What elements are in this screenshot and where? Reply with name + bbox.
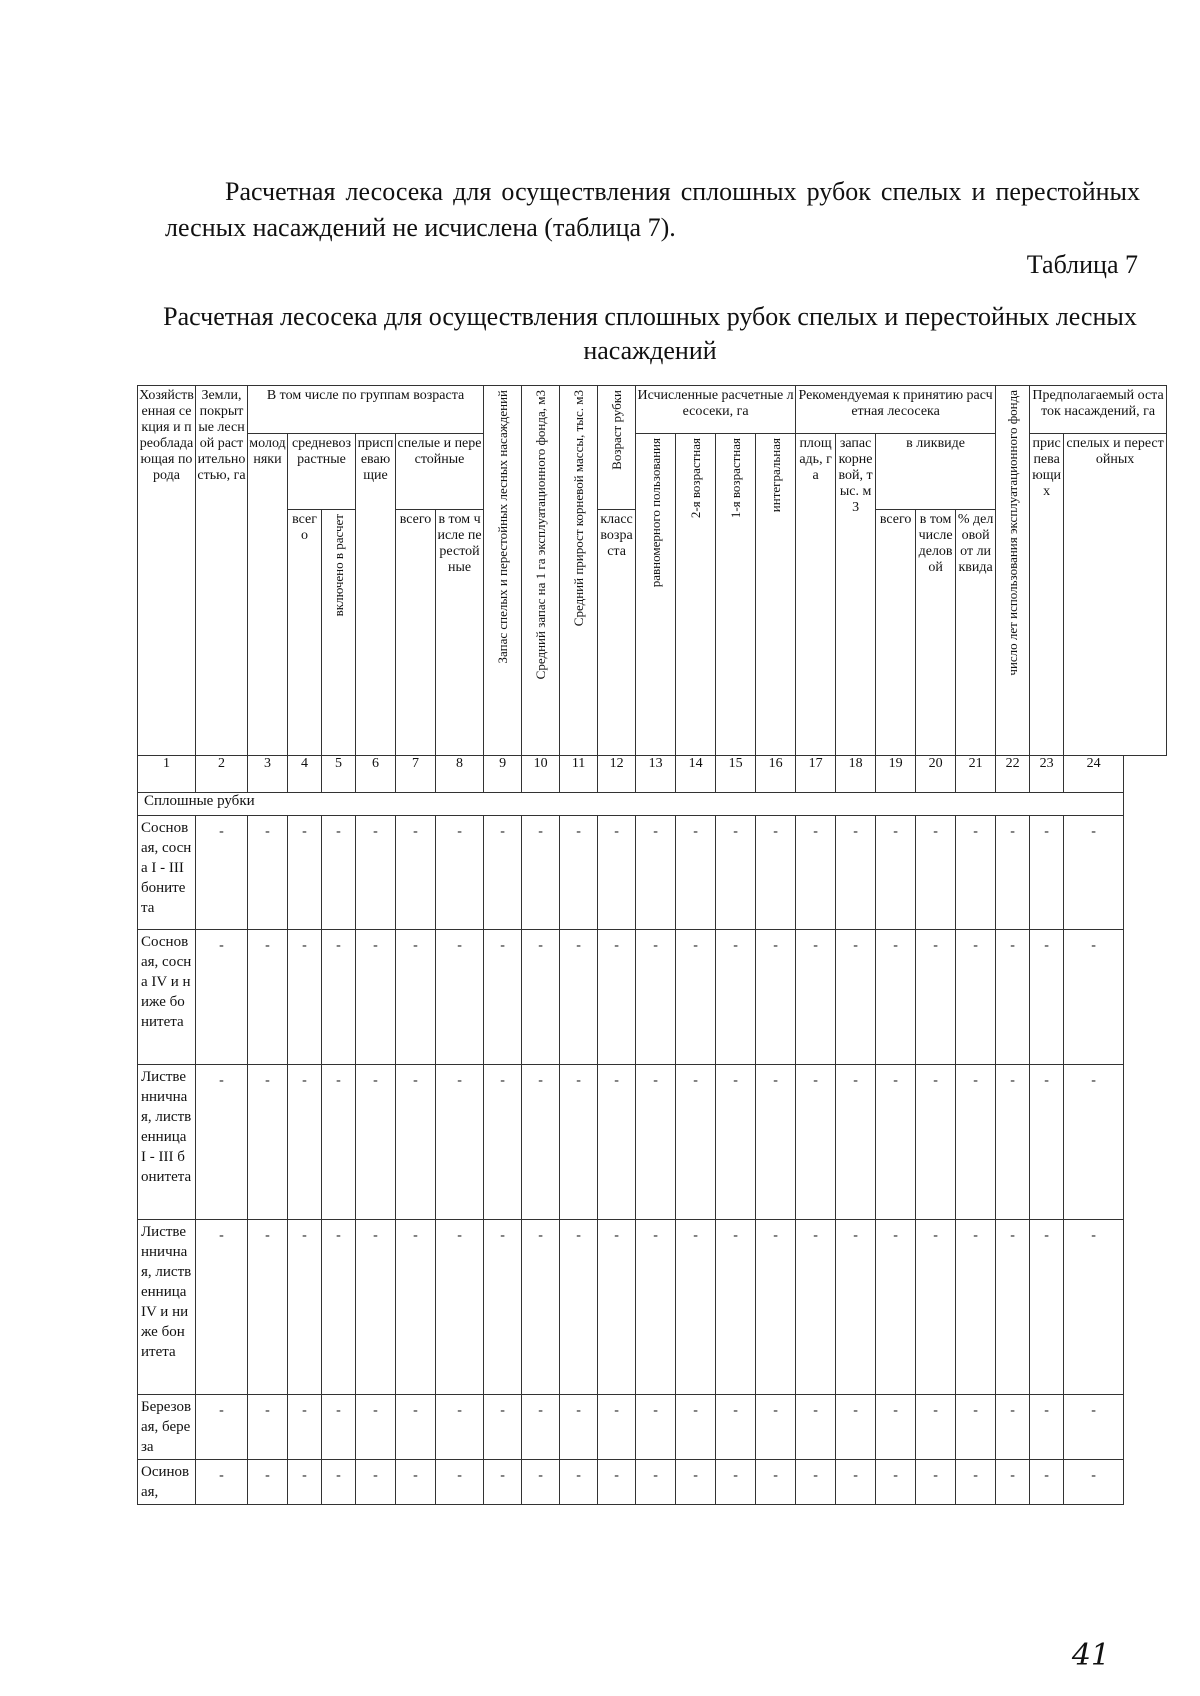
table-cell: - [288,1220,322,1395]
header-recommended: Рекомендуемая к принятию расчетная лесосека [796,386,996,434]
column-number: 20 [916,756,956,793]
table-cell: - [322,1395,356,1460]
table-cell: - [916,1220,956,1395]
table-cell: - [484,930,522,1065]
table-row [138,816,1167,930]
table-row [138,1220,1167,1395]
header-calc-1age: 1-я возрастная [716,434,756,756]
table-cell: - [916,930,956,1065]
table-cell: - [322,1220,356,1395]
table-cell: - [560,1065,598,1220]
table-cell: - [636,816,676,930]
forest-table [137,385,1167,1505]
table-cell: - [1030,1065,1064,1220]
header-middle: средневозрастные [288,434,356,510]
table-caption: Расчетная лесосека для осуществления сплошных рубок спелых и перестойных лесных насаждений [163,302,1137,365]
column-number: 13 [636,756,676,793]
header-avg-stock: Средний запас на 1 га эксплуатационного фонда, м3 [522,386,560,756]
table-cell: - [876,816,916,930]
table-cell: - [196,1220,248,1395]
table-cell: - [836,1395,876,1460]
header-maturing: приспевающие [356,434,396,756]
row-name: Сосновая, сосна IV и ниже бонитета [138,930,196,1065]
table-cell: - [996,1220,1030,1395]
header-young: молодняки [248,434,288,756]
table-cell: - [636,1065,676,1220]
table-cell: - [956,1220,996,1395]
table-cell: - [288,930,322,1065]
table-cell: - [248,1220,288,1395]
column-number: 15 [716,756,756,793]
column-number: 9 [484,756,522,793]
table-cell: - [356,930,396,1065]
table-cell: - [876,1395,916,1460]
header-cut-age: Возраст рубки [598,386,636,510]
table-cell: - [636,930,676,1065]
header-stock: Запас спелых и перестойных лесных насаждений [484,386,522,756]
table-cell: - [876,1460,916,1505]
table-cell: - [484,1065,522,1220]
table-cell: - [396,816,436,930]
table-cell: - [560,1395,598,1460]
table-cell: - [288,1065,322,1220]
table-cell: - [1064,930,1124,1065]
table-cell: - [484,1220,522,1395]
column-number: 8 [436,756,484,793]
table-cell: - [484,1395,522,1460]
table-cell: - [636,1460,676,1505]
column-number: 1 [138,756,196,793]
table-cell: - [916,1395,956,1460]
table-cell: - [716,1395,756,1460]
table-cell: - [1030,1460,1064,1505]
header-mature: спелые и перестойные [396,434,484,510]
header-remain-maturing: приспевающих [1030,434,1064,756]
table-cell: - [248,1065,288,1220]
row-name: Сосновая, сосна I - III бонитета [138,816,196,930]
column-number: 4 [288,756,322,793]
table-cell: - [396,1065,436,1220]
table-cell: - [956,1065,996,1220]
header-calculated: Исчисленные расчетные лесосеки, га [636,386,796,434]
table-cell: - [1030,1395,1064,1460]
table-cell: - [676,930,716,1065]
table-cell: - [956,930,996,1065]
table-cell: - [796,930,836,1065]
row-name: Лиственничная, лиственница I - III бонитета [138,1065,196,1220]
header-rec-liquid: в ликвиде [876,434,996,510]
table-cell: - [1030,1220,1064,1395]
table-cell: - [196,1065,248,1220]
header-mature-total: всего [396,510,436,756]
table-cell: - [836,930,876,1065]
table-cell: - [598,1395,636,1460]
table-cell: - [756,1065,796,1220]
table-cell: - [248,930,288,1065]
table-cell: - [436,1395,484,1460]
header-section: Хозяйственная секция и преобладающая порода [138,386,196,756]
table-cell: - [322,930,356,1065]
table-cell: - [560,816,598,930]
table-cell: - [396,1220,436,1395]
table-cell: - [676,1460,716,1505]
table-cell: - [356,1220,396,1395]
column-number: 19 [876,756,916,793]
table-cell: - [356,1460,396,1505]
table-cell: - [322,816,356,930]
intro-paragraph: Расчетная лесосека для осуществления сплошных рубок спелых и перестойных лесных насаждений не исчислена (таблица 7). [165,177,1140,242]
table-cell: - [876,1220,916,1395]
header-liq-total: всего [876,510,916,756]
table-cell: - [436,1220,484,1395]
column-number: 6 [356,756,396,793]
table-cell: - [288,816,322,930]
table-cell: - [436,930,484,1065]
table-row [138,1395,1167,1460]
column-number: 10 [522,756,560,793]
column-number: 5 [322,756,356,793]
table-cell: - [836,1220,876,1395]
table-cell: - [1064,1460,1124,1505]
table-cell: - [756,1460,796,1505]
table-cell: - [560,1460,598,1505]
table-cell: - [1064,1220,1124,1395]
table-cell: - [716,1220,756,1395]
table-cell: - [716,1460,756,1505]
table-cell: - [1064,1065,1124,1220]
table-cell: - [756,930,796,1065]
table-cell: - [598,1065,636,1220]
table-cell: - [356,816,396,930]
table-cell: - [676,816,716,930]
header-calc-2age: 2-я возрастная [676,434,716,756]
table-cell: - [522,1460,560,1505]
table-cell: - [248,1395,288,1460]
table-cell: - [996,1065,1030,1220]
table-cell: - [196,816,248,930]
table-row [138,1460,1167,1505]
column-number: 22 [996,756,1030,793]
table-cell: - [522,1220,560,1395]
table-cell: - [396,1460,436,1505]
table-cell: - [356,1395,396,1460]
table-cell: - [248,1460,288,1505]
column-number: 17 [796,756,836,793]
table-cell: - [996,1395,1030,1460]
table-cell: - [396,1395,436,1460]
table-cell: - [876,1065,916,1220]
table-cell: - [916,1065,956,1220]
table-cell: - [956,1395,996,1460]
header-years: число лет использования эксплуатационного фонда [996,386,1030,756]
table-cell: - [1064,1395,1124,1460]
column-number-row [138,756,1167,793]
table-cell: - [560,1220,598,1395]
table-cell: - [956,816,996,930]
header-calc-even: равномерного пользования [636,434,676,756]
table-cell: - [796,1395,836,1460]
table-cell: - [484,816,522,930]
table-cell: - [288,1460,322,1505]
table-cell: - [916,816,956,930]
table-cell: - [436,816,484,930]
table-cell: - [522,816,560,930]
table-cell: - [756,1395,796,1460]
table-cell: - [522,1395,560,1460]
table-cell: - [996,1460,1030,1505]
column-number: 3 [248,756,288,793]
table-cell: - [676,1220,716,1395]
table-cell: - [796,1065,836,1220]
column-number: 16 [756,756,796,793]
table-cell: - [522,930,560,1065]
table-cell: - [1030,930,1064,1065]
row-name: Березовая, береза [138,1395,196,1460]
table-cell: - [996,930,1030,1065]
table-cell: - [796,1460,836,1505]
table-cell: - [196,1460,248,1505]
header-age-class: класс возраста [598,510,636,756]
table-number: Таблица 7 [1026,250,1138,279]
column-number: 12 [598,756,636,793]
table-cell: - [796,1220,836,1395]
column-number: 21 [956,756,996,793]
table-cell: - [1030,816,1064,930]
row-name: Лиственничная, лиственница IV и ниже бонитета [138,1220,196,1395]
table-cell: - [1064,816,1124,930]
section-title: Сплошные рубки [138,793,1124,816]
table-cell: - [598,1220,636,1395]
table-cell: - [522,1065,560,1220]
table-cell: - [956,1460,996,1505]
header-rec-area: площадь, га [796,434,836,756]
column-number: 24 [1064,756,1124,793]
header-liq-incl: в том числе деловой [916,510,956,756]
table-cell: - [636,1395,676,1460]
table-cell: - [484,1460,522,1505]
table-cell: - [396,930,436,1065]
header-mature-over: в том числе перестойные [436,510,484,756]
table-cell: - [876,930,916,1065]
table-cell: - [796,816,836,930]
table-cell: - [716,930,756,1065]
table-cell: - [356,1065,396,1220]
table-cell: - [436,1460,484,1505]
table-cell: - [836,1065,876,1220]
column-number: 7 [396,756,436,793]
table-cell: - [288,1395,322,1460]
column-number: 14 [676,756,716,793]
table-cell: - [716,1065,756,1220]
table-cell: - [756,1220,796,1395]
header-rec-stock: запас корневой, тыс. м3 [836,434,876,756]
table-cell: - [598,816,636,930]
header-forest-area: Земли, покрытые лесной растительностью, га [196,386,248,756]
column-number: 23 [1030,756,1064,793]
section-row [138,793,1167,816]
table-row [138,1065,1167,1220]
table-cell: - [322,1460,356,1505]
table-cell: - [196,1395,248,1460]
header-middle-incl: включено в расчет [322,510,356,756]
header-calc-integral: интегральная [756,434,796,756]
column-number: 2 [196,756,248,793]
table-cell: - [676,1395,716,1460]
table-cell: - [836,816,876,930]
table-cell: - [560,930,598,1065]
header-middle-total: всего [288,510,322,756]
table-cell: - [636,1220,676,1395]
table-cell: - [436,1065,484,1220]
table-cell: - [996,816,1030,930]
table-cell: - [916,1460,956,1505]
row-name: Осиновая, [138,1460,196,1505]
table-cell: - [598,1460,636,1505]
header-liq-pct: % деловой от ликвида [956,510,996,756]
header-remaining: Предполагаемый остаток насаждений, га [1030,386,1167,434]
table-cell: - [598,930,636,1065]
table-cell: - [716,816,756,930]
column-number: 18 [836,756,876,793]
header-avg-growth: Средний прирост корневой массы, тыс. м3 [560,386,598,756]
table-cell: - [836,1460,876,1505]
header-age-groups: В том числе по группам возраста [248,386,484,434]
table-cell: - [248,816,288,930]
table-cell: - [322,1065,356,1220]
column-number: 11 [560,756,598,793]
table-cell: - [196,930,248,1065]
page-number: 41 [1071,1638,1110,1673]
table-cell: - [676,1065,716,1220]
header-remain-mature: спелых и перестойных [1064,434,1167,756]
table-cell: - [756,816,796,930]
table-row [138,930,1167,1065]
